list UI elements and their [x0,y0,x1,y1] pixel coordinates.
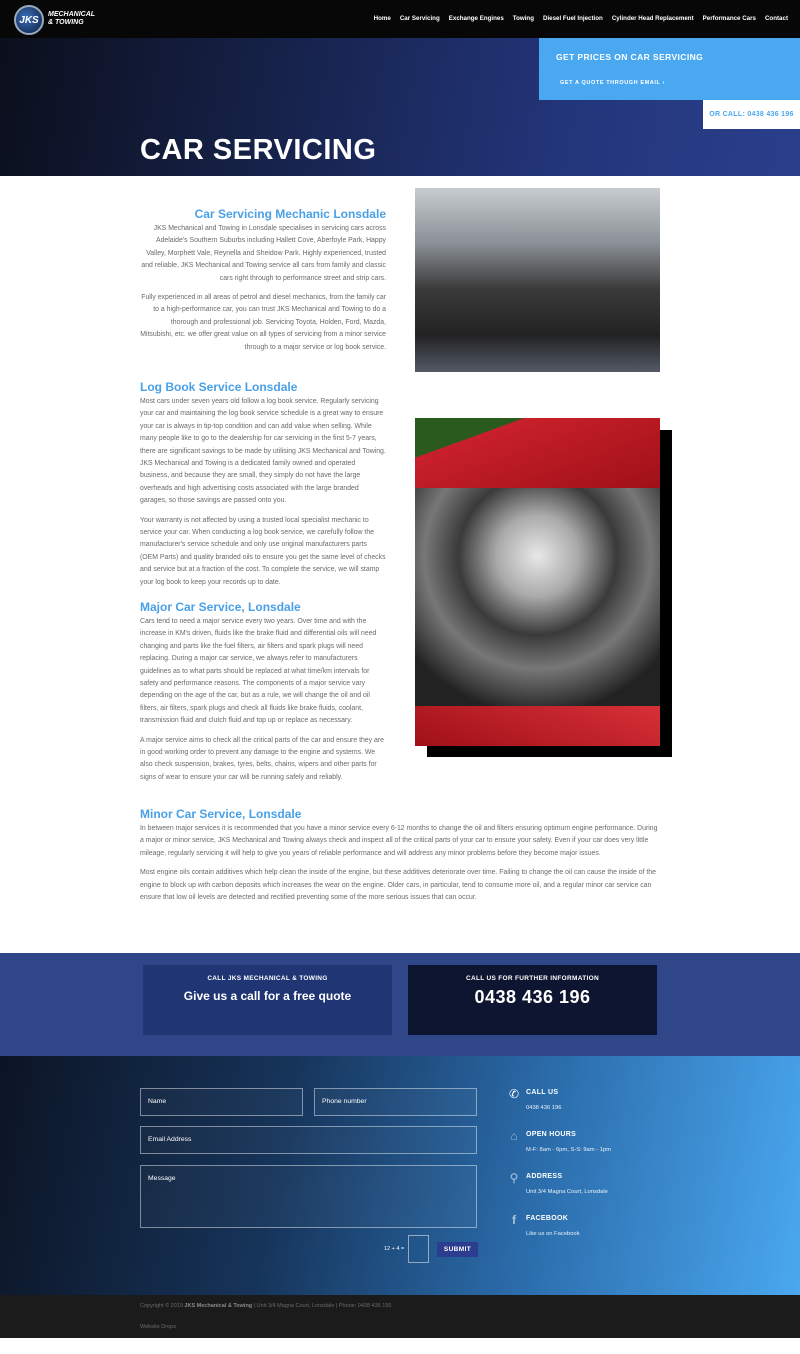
name-input[interactable]: Name [140,1088,303,1116]
major-heading: Major Car Service, Lonsdale [140,600,301,614]
copyright [140,1303,391,1309]
message-textarea[interactable]: Message [140,1165,477,1228]
minor-heading: Minor Car Service, Lonsdale [140,807,302,821]
logbook-heading: Log Book Service Lonsdale [140,380,298,394]
phone-icon: ✆ [508,1087,520,1101]
major-section [140,600,386,791]
facebook-icon: f [512,1213,516,1227]
nav-performance-cars[interactable]: Performance Cars [702,15,756,22]
quote-box [539,38,800,100]
call-button[interactable]: OR CALL: 0438 436 196 [703,100,800,129]
cta-phone-number: 0438 436 196 [474,987,591,1007]
intro-paragraph: Fully experienced in all areas of petrol and diesel mechanics, from the family car to a high-performance car, you can trust JKS Mechanical and Towing to do a thorough and professional job. Servicing Toyota, Holden, Ford, Mazda, Mitsubishi, etc. we offer great value on all types of servicing from a minor service through to a major service or log book service. [140,294,386,351]
nav-car-servicing[interactable]: Car Servicing [399,15,440,22]
major-paragraph: Cars tend to need a major service every two years. Over time and with the increase in KM's driven, fluids like the brake fluid and differential oils will need changing and parts like the fuel filters, air filters and spark plugs will need replacing. During a major car service, we always refer to manufacturers guidelines as to what parts should be replaced at what time/km intervals for safety and performance reasons. The components of a major service vary depending on the age of the car, but as a rule, we will change the oil and oil filters, air filters, spark plugs and check all fluids like brake fluids, coolant, transmission fluid and clutch fluid and top up or replace as necessary. [140,618,377,725]
phone-input[interactable]: Phone number [314,1088,477,1116]
minor-paragraph: Most engine oils contain additives which help clean the inside of the engine, but these additives deteriorate over time. Failing to change the oil can cause the inside of the engine to block up with carbon deposits which increases the wear on the engine. Older cars, in particular, tend to consume more oil, and a regular minor car service can ensure that low oil levels are detected and rectified preventing some of the more serious issues that can occur. [140,869,656,902]
info-heading: ADDRESS [526,1173,563,1180]
map-pin-icon: ⚲ [509,1171,519,1185]
nav-home[interactable]: Home [373,15,391,22]
quote-email-link[interactable]: GET A QUOTE THROUGH EMAIL › [560,80,665,86]
info-value: M-F: 8am - 6pm, S-S: 9am - 1pm [526,1147,612,1153]
logo-line1: MECHANICAL [48,11,96,18]
intro-heading: Car Servicing Mechanic Lonsdale [194,207,386,221]
logbook-paragraph: Most cars under seven years old follow a log book service. Regularly servicing your car and maintaining the log book service schedule is a great way to ensure your car is always in tip-top condition and can add value when selling. While many people like to go to the dealership for car servicing in the first 5-7 years, there are significant savings to be made by utilising JKS Mechanical and Towing. JKS Mechanical and Towing is a dedicated family owned and operated business, and because they are small, they simply do not have the large overheads and high advertising costs associated with the large branded garages, so those savings are passed onto you. [140,398,386,505]
free-quote-box[interactable] [143,965,392,1035]
intro-paragraph: JKS Mechanical and Towing in Lonsdale specialises in servicing cars across Adelaide's Southern Suburbs including Hallett Cove, Aberfoyle Park, Happy Valley, Morphett Vale, Reynella and Sheidow Park. Highly experienced, trusted and reliable, JKS Mechanical and Towing service all cars from family and classic cars right through to performance street and strip cars. [141,225,386,282]
info-heading: FACEBOOK [526,1215,569,1222]
intro-section [140,207,386,361]
minor-paragraph: In between major services it is recommended that you have a minor service every 6-12 months to change the oil and filters ensuring optimum engine performance. During a major or minor service, JKS Mechanical and Towing always check and inspect all of the critical parts of your car to ensure your safety. Even if your car does very little mileage, regularly servicing it will help to give you years of reliable performance and will address any minor problems before they become major issues. [140,825,658,857]
copyright-prefix: Copyright © 2019 [140,1303,183,1309]
logo-text[interactable] [48,11,95,27]
logbook-paragraph: Your warranty is not affected by using a trusted local specialist mechanic to service your car. When conducting a log book service, we carefully follow the manufacturer's service schedule and only use original manufacturers parts (OEM Parts) and quality branded oils to ensure you get the same level of checks and service but at a fraction of the cost. To complete the service, we will stamp your log book to keep your records up to date. [140,516,386,586]
workshop-photo [415,188,660,372]
nav-diesel-fuel-injection[interactable]: Diesel Fuel Injection [542,15,603,22]
footer [0,1295,800,1338]
major-paragraph: A major service aims to check all the critical parts of the car and ensure they are in good working order to prevent any damage to the engine and systems. We also check suspension, brakes, tyres, belts, chains, wipers and other parts for signs of wear to ensure your car will be running safely and reliably. [140,736,384,781]
cta-band [0,953,800,1056]
minor-section [140,807,662,911]
email-input[interactable]: Email Address [140,1126,477,1154]
logo-mark: JKS [19,14,39,26]
info-heading: CALL US [526,1089,559,1096]
engine-photo [415,418,660,746]
cta-left-label: CALL JKS MECHANICAL & TOWING [207,975,328,982]
info-heading: OPEN HOURS [526,1131,577,1138]
main-nav [374,15,788,22]
phone-box[interactable] [408,965,657,1035]
info-value: Unit 3/4 Magna Court, Lonsdale [526,1189,608,1195]
captcha-input[interactable] [408,1235,429,1263]
info-value[interactable]: 0438 436 196 [526,1105,562,1111]
copyright-brand[interactable]: JKS Mechanical & Towing [184,1303,253,1309]
logo[interactable] [14,5,44,35]
copyright-details: | Unit 3/4 Magna Court, Lonsdale | Phone: 0438 436 196 [253,1303,392,1309]
nav-exchange-engines[interactable]: Exchange Engines [448,15,504,22]
site-header [0,0,800,38]
credit-link[interactable]: Website Drops [140,1324,176,1330]
facebook-link[interactable]: Like us on Facebook [526,1231,580,1237]
cta-right-label: CALL US FOR FURTHER INFORMATION [466,975,599,982]
home-icon: ⌂ [510,1129,518,1143]
quote-title: GET PRICES ON CAR SERVICING [556,52,704,62]
nav-towing[interactable]: Towing [512,15,534,22]
logbook-section [140,380,386,596]
page-title: CAR SERVICING [140,134,377,166]
submit-button[interactable]: SUBMIT [437,1242,478,1257]
captcha-label: 12 + 4 = [384,1246,405,1252]
cta-left-text: Give us a call for a free quote [183,989,352,1003]
nav-contact[interactable]: Contact [764,15,788,22]
logo-line2: & TOWING [48,19,84,26]
nav-cylinder-head-replacement[interactable]: Cylinder Head Replacement [611,15,694,22]
